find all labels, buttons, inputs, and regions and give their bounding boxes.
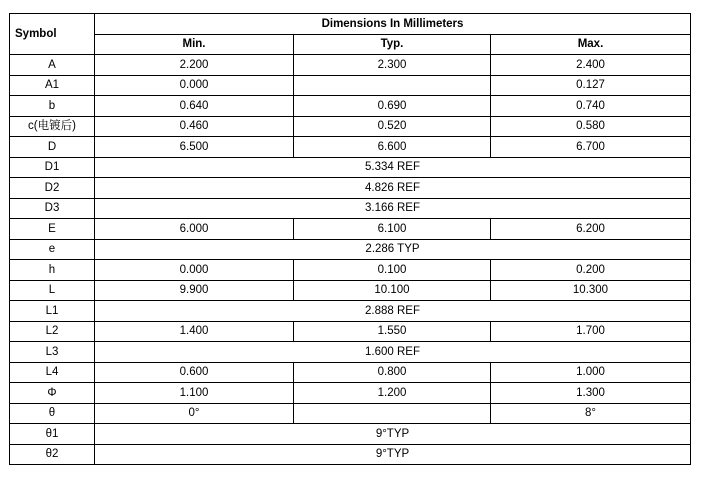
dimensions-table-body: [10, 55, 691, 465]
typ-value-cell: 6.600: [294, 137, 491, 158]
min-value-cell: 9.900: [95, 280, 294, 301]
min-value-cell: 0.600: [95, 362, 294, 383]
table-row: [10, 403, 691, 424]
max-value-cell: 6.700: [491, 137, 691, 158]
max-value-cell: 1.700: [491, 321, 691, 342]
min-value-cell: 2.200: [95, 55, 294, 76]
symbol-cell: D3: [10, 198, 95, 219]
symbol-cell: L1: [10, 301, 95, 322]
dimensions-group-header: Dimensions In Millimeters: [95, 14, 691, 35]
symbol-cell: θ1: [10, 424, 95, 445]
table-row: [10, 260, 691, 281]
merged-value-cell: 5.334 REF: [95, 157, 691, 178]
typ-value-cell: 1.200: [294, 383, 491, 404]
min-value-cell: 0°: [95, 403, 294, 424]
symbol-cell: L3: [10, 342, 95, 363]
max-value-cell: 0.740: [491, 96, 691, 117]
typ-column-header: Typ.: [294, 34, 491, 55]
symbol-cell: E: [10, 219, 95, 240]
min-value-cell: 1.100: [95, 383, 294, 404]
symbol-cell: L: [10, 280, 95, 301]
table-row: [10, 116, 691, 137]
symbol-cell: h: [10, 260, 95, 281]
merged-value-cell: 4.826 REF: [95, 178, 691, 199]
max-value-cell: 1.000: [491, 362, 691, 383]
table-row: [10, 342, 691, 363]
min-column-header: Min.: [95, 34, 294, 55]
merged-value-cell: 3.166 REF: [95, 198, 691, 219]
typ-value-cell: 2.300: [294, 55, 491, 76]
table-row: [10, 137, 691, 158]
symbol-column-header: Symbol: [10, 14, 95, 55]
typ-value-cell: 0.690: [294, 96, 491, 117]
symbol-cell: L4: [10, 362, 95, 383]
max-value-cell: 0.200: [491, 260, 691, 281]
table-row: [10, 219, 691, 240]
min-value-cell: 6.500: [95, 137, 294, 158]
table-row: [10, 157, 691, 178]
symbol-cell: D: [10, 137, 95, 158]
table-row: [10, 301, 691, 322]
typ-value-cell: 1.550: [294, 321, 491, 342]
symbol-cell: c(电镀后): [10, 116, 95, 137]
min-value-cell: 1.400: [95, 321, 294, 342]
min-value-cell: 0.640: [95, 96, 294, 117]
typ-value-cell: [294, 75, 491, 96]
typ-value-cell: 0.800: [294, 362, 491, 383]
merged-value-cell: 1.600 REF: [95, 342, 691, 363]
table-row: [10, 75, 691, 96]
min-value-cell: 0.000: [95, 260, 294, 281]
symbol-cell: A1: [10, 75, 95, 96]
typ-value-cell: 0.520: [294, 116, 491, 137]
table-row: [10, 55, 691, 76]
table-row: [10, 239, 691, 260]
table-row: [10, 280, 691, 301]
min-value-cell: 0.460: [95, 116, 294, 137]
table-row: [10, 444, 691, 465]
typ-value-cell: 0.100: [294, 260, 491, 281]
typ-value-cell: 10.100: [294, 280, 491, 301]
merged-value-cell: 2.888 REF: [95, 301, 691, 322]
symbol-cell: e: [10, 239, 95, 260]
max-value-cell: 10.300: [491, 280, 691, 301]
symbol-cell: Φ: [10, 383, 95, 404]
symbol-cell: L2: [10, 321, 95, 342]
min-value-cell: 0.000: [95, 75, 294, 96]
merged-value-cell: 9°TYP: [95, 424, 691, 445]
merged-value-cell: 2.286 TYP: [95, 239, 691, 260]
typ-value-cell: [294, 403, 491, 424]
max-value-cell: 8°: [491, 403, 691, 424]
symbol-cell: D2: [10, 178, 95, 199]
max-value-cell: 6.200: [491, 219, 691, 240]
table-row: [10, 424, 691, 445]
symbol-cell: A: [10, 55, 95, 76]
max-value-cell: 2.400: [491, 55, 691, 76]
max-value-cell: 1.300: [491, 383, 691, 404]
table-row: [10, 198, 691, 219]
max-column-header: Max.: [491, 34, 691, 55]
table-row: [10, 178, 691, 199]
header-row-group: [10, 14, 691, 35]
merged-value-cell: 9°TYP: [95, 444, 691, 465]
max-value-cell: 0.580: [491, 116, 691, 137]
min-value-cell: 6.000: [95, 219, 294, 240]
table-row: [10, 383, 691, 404]
symbol-cell: b: [10, 96, 95, 117]
table-row: [10, 362, 691, 383]
symbol-cell: θ: [10, 403, 95, 424]
symbol-cell: θ2: [10, 444, 95, 465]
dimensions-table: [9, 13, 691, 465]
table-row: [10, 321, 691, 342]
table-row: [10, 96, 691, 117]
max-value-cell: 0.127: [491, 75, 691, 96]
symbol-cell: D1: [10, 157, 95, 178]
typ-value-cell: 6.100: [294, 219, 491, 240]
header-row-columns: [10, 34, 691, 55]
